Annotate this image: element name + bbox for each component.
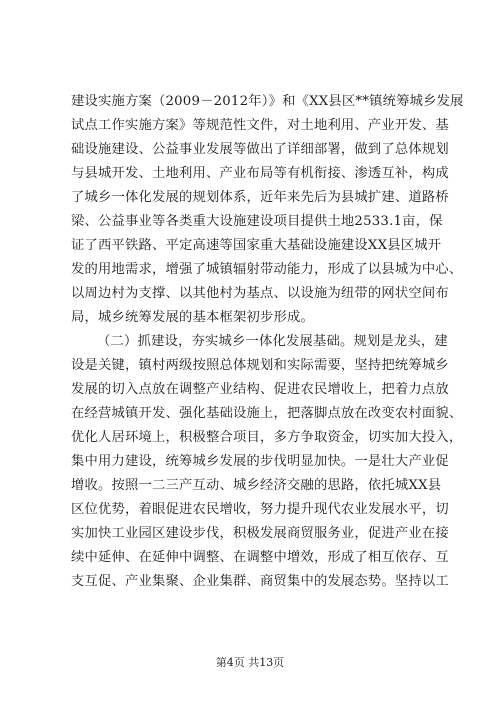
text-line: （二）抓建设，夯实城乡一体化发展基础。规划是龙头，建 — [97, 334, 448, 349]
text-line: 建设实施方案（2009－2012年）》和《XX县区**镇统筹城乡发展 — [71, 94, 464, 109]
text-line: 支互促、产业集聚、企业集群、商贸集中的发展态势。坚持以工 — [71, 574, 449, 589]
text-line: 了城乡一体化发展的规划体系，近年来先后为县城扩建、道路桥 — [71, 190, 449, 205]
text-line: 设是关键，镇村两级按照总体规划和实际需要，坚持把统筹城乡 — [71, 358, 449, 373]
text-line: 增收。按照一二三产互动、城乡经济交融的思路，依托城XX县 — [71, 478, 442, 493]
page-number-footer: 第4页 共13页 — [215, 656, 285, 669]
text-line: 实加快工业园区建设步伐，积极发展商贸服务业，促进产业在接 — [71, 526, 449, 541]
text-line: 集中用力建设，统筹城乡发展的步伐明显加快。一是壮大产业促 — [71, 454, 449, 469]
text-line: 优化人居环境上，积极整合项目，多方争取资金，切实加大投入， — [71, 430, 463, 445]
text-line: 以周边村为支撑、以其他村为基点、以设施为纽带的网状空间布 — [71, 286, 449, 301]
text-line: 区位优势，着眼促进农民增收，努力提升现代农业发展水平，切 — [71, 502, 449, 517]
text-line: 试点工作实施方案》等规范性文件，对土地利用、产业开发、基 — [71, 118, 449, 133]
document-body — [71, 90, 464, 594]
paragraph-1 — [71, 90, 464, 330]
text-line: 在经营城镇开发、强化基础设施上，把落脚点放在改变农村面貌、 — [71, 406, 463, 421]
paragraph-2 — [71, 330, 463, 594]
text-line: 发的用地需求，增强了城镇辐射带动能力，形成了以县城为中心、 — [71, 262, 463, 277]
text-line: 续中延伸、在延伸中调整、在调整中增效，形成了相互依存、互 — [71, 550, 449, 565]
text-line: 与县城开发、土地利用、产业布局等有机衔接、渗透互补，构成 — [71, 166, 449, 181]
text-line: 梁、公益事业等各类重大设施建设项目提供土地2533.1亩，保 — [71, 214, 443, 229]
text-line: 证了西平铁路、平定高速等国家重大基础设施建设XX县区城开 — [71, 238, 442, 253]
text-line: 局，城乡统筹发展的基本框架初步形成。 — [71, 310, 314, 325]
text-line: 发展的切入点放在调整产业结构、促进农民增收上，把着力点放 — [71, 382, 449, 397]
text-line: 础设施建设、公益事业发展等做出了详细部署，做到了总体规划 — [71, 142, 449, 157]
